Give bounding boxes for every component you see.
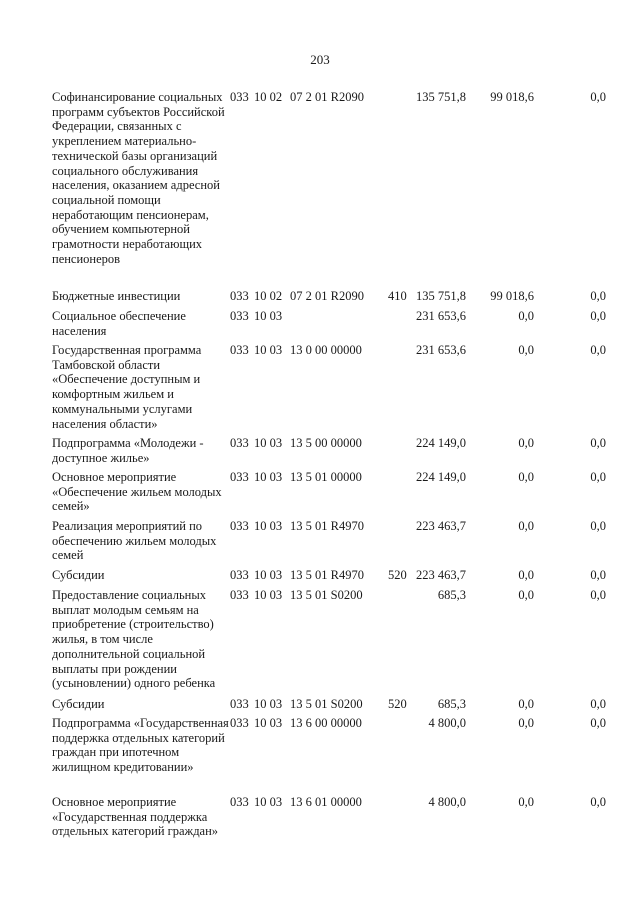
row-name: Основное мероприятие «Государственная поддержка отдельных категорий граждан»	[52, 795, 219, 839]
ministry-code: 033	[230, 436, 249, 450]
row-name: Социальное обеспечение населения	[52, 309, 186, 338]
amount-year-1: 224 149,0	[416, 470, 466, 484]
ministry-code: 033	[230, 795, 249, 809]
section-code: 10 03	[254, 436, 283, 450]
ministry-code: 033	[230, 343, 249, 357]
amount-year-2: 0,0	[518, 795, 534, 809]
amount-year-1: 685,3	[437, 588, 466, 602]
ministry-code: 033	[230, 716, 249, 730]
expense-type-code: 410	[388, 289, 407, 303]
row-name: Подпрограмма «Государственная поддержка отдельных категорий граждан при ипотечном жилищном кредитовании»	[52, 716, 229, 775]
ministry-code: 033	[230, 90, 249, 104]
row-name: Государственная программа Тамбовской области «Обеспечение доступным и комфортным жильем и коммунальными услугами населения области»	[52, 343, 202, 431]
amount-year-1: 224 149,0	[416, 436, 466, 450]
amount-year-2: 0,0	[518, 309, 534, 323]
section-code: 10 03	[254, 588, 283, 602]
ministry-code: 033	[230, 470, 249, 484]
ministry-code: 033	[230, 588, 249, 602]
row-name: Подпрограмма «Молодежи - доступное жилье»	[52, 436, 204, 465]
amount-year-3: 0,0	[590, 436, 606, 450]
row-name: Основное мероприятие «Обеспечение жильем молодых семей»	[52, 470, 222, 514]
target-article-code: 13 6 01 00000	[290, 795, 362, 809]
amount-year-2: 99 018,6	[490, 90, 534, 104]
amount-year-1: 4 800,0	[428, 716, 466, 730]
amount-year-1: 685,3	[437, 697, 466, 711]
amount-year-3: 0,0	[590, 289, 606, 303]
amount-year-2: 0,0	[518, 697, 534, 711]
ministry-code: 033	[230, 309, 249, 323]
row-name: Софинансирование социальных программ субъектов Российской Федерации, связанных с укреплением материально-технической базы организаций социального обслуживания населения, оказанием адресной социальной помощи неработающим пенсионерам, обучением компьютерной грамотности неработающих пенсионеров	[52, 90, 225, 266]
amount-year-2: 0,0	[518, 343, 534, 357]
amount-year-1: 223 463,7	[416, 568, 466, 582]
section-code: 10 03	[254, 519, 283, 533]
target-article-code: 13 6 00 00000	[290, 716, 362, 730]
target-article-code: 13 5 01 S0200	[290, 697, 363, 711]
section-code: 10 03	[254, 795, 283, 809]
ministry-code: 033	[230, 289, 249, 303]
amount-year-3: 0,0	[590, 343, 606, 357]
amount-year-3: 0,0	[590, 716, 606, 730]
amount-year-1: 231 653,6	[416, 343, 466, 357]
amount-year-1: 135 751,8	[416, 90, 466, 104]
target-article-code: 13 5 01 R4970	[290, 519, 364, 533]
section-code: 10 03	[254, 343, 283, 357]
target-article-code: 07 2 01 R2090	[290, 90, 364, 104]
amount-year-1: 4 800,0	[428, 795, 466, 809]
amount-year-3: 0,0	[590, 309, 606, 323]
amount-year-2: 0,0	[518, 470, 534, 484]
section-code: 10 03	[254, 309, 283, 323]
target-article-code: 13 5 01 S0200	[290, 588, 363, 602]
amount-year-2: 0,0	[518, 436, 534, 450]
target-article-code: 13 5 01 00000	[290, 470, 362, 484]
amount-year-2: 0,0	[518, 568, 534, 582]
amount-year-3: 0,0	[590, 697, 606, 711]
amount-year-3: 0,0	[590, 90, 606, 104]
amount-year-3: 0,0	[590, 519, 606, 533]
page-number: 203	[310, 52, 330, 67]
section-code: 10 03	[254, 716, 283, 730]
section-code: 10 03	[254, 470, 283, 484]
row-name: Субсидии	[52, 568, 105, 582]
target-article-code: 13 5 00 00000	[290, 436, 362, 450]
ministry-code: 033	[230, 568, 249, 582]
target-article-code: 07 2 01 R2090	[290, 289, 364, 303]
amount-year-1: 223 463,7	[416, 519, 466, 533]
target-article-code: 13 5 01 R4970	[290, 568, 364, 582]
amount-year-3: 0,0	[590, 795, 606, 809]
amount-year-3: 0,0	[590, 588, 606, 602]
amount-year-2: 99 018,6	[490, 289, 534, 303]
row-name: Субсидии	[52, 697, 105, 711]
row-name: Бюджетные инвестиции	[52, 289, 181, 303]
ministry-code: 033	[230, 697, 249, 711]
amount-year-2: 0,0	[518, 716, 534, 730]
row-name: Предоставление социальных выплат молодым семьям на приобретение (строительство) жилья, в том числе дополнительной социальной выплаты при рождении (усыновлении) одного ребенка	[52, 588, 216, 691]
amount-year-1: 135 751,8	[416, 289, 466, 303]
section-code: 10 03	[254, 568, 283, 582]
row-name: Реализация мероприятий по обеспечению жильем молодых семей	[52, 519, 217, 563]
amount-year-3: 0,0	[590, 470, 606, 484]
ministry-code: 033	[230, 519, 249, 533]
expense-type-code: 520	[388, 697, 407, 711]
target-article-code: 13 0 00 00000	[290, 343, 362, 357]
expense-type-code: 520	[388, 568, 407, 582]
amount-year-3: 0,0	[590, 568, 606, 582]
section-code: 10 02	[254, 289, 283, 303]
amount-year-2: 0,0	[518, 519, 534, 533]
section-code: 10 02	[254, 90, 283, 104]
amount-year-1: 231 653,6	[416, 309, 466, 323]
section-code: 10 03	[254, 697, 283, 711]
amount-year-2: 0,0	[518, 588, 534, 602]
